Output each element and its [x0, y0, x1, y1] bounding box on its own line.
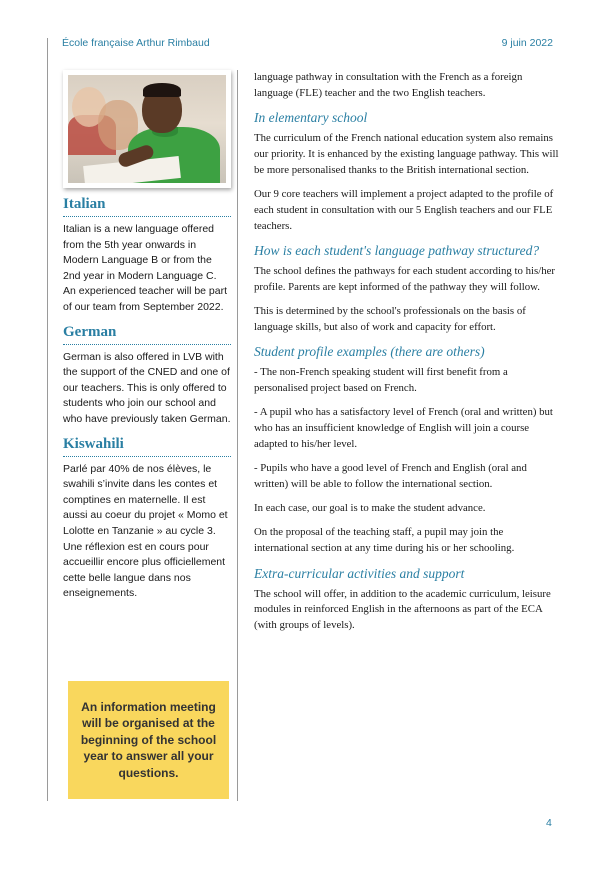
- italian-text: Italian is a new language offered from the 5th year onwards in Modern Language B or from the 2nd year in Modern Language C. An experienced teacher will be part of our team from September 2022.: [63, 223, 228, 313]
- column-divider-rule: [237, 70, 238, 801]
- photo-frame: [63, 70, 231, 188]
- student-photo: [68, 75, 226, 183]
- sidebar: [63, 70, 231, 602]
- header-school-name: École française Arthur Rimbaud: [62, 37, 210, 49]
- elementary-heading: In elementary school: [254, 110, 368, 126]
- pathway-heading: How is each student's language pathway structured?: [254, 242, 540, 258]
- italian-heading: Italian: [63, 196, 231, 217]
- extracurricular-heading: Extra-curricular activities and support: [254, 565, 465, 581]
- main-column: [254, 70, 559, 642]
- profiles-paragraph-5: On the proposal of the teaching staff, a pupil may join the international section at any time during his or her schooling.: [254, 526, 515, 555]
- header-date: 9 juin 2022: [501, 37, 553, 49]
- german-text: German is also offered in LVB with the support of the CNED and one of our teachers. This is only offered to students who join our school and who have previously taken German.: [63, 350, 231, 425]
- extracurricular-paragraph: The school will offer, in addition to the academic curriculum, leisure modules in reinforced English in the afternoons as part of the ECA (with groups of levels).: [254, 587, 551, 632]
- kiswahili-heading: Kiswahili: [63, 436, 231, 457]
- elementary-paragraph-2: Our 9 core teachers will implement a project adapted to the profile of each student in consultation with our 5 English teachers and our FLE teachers.: [254, 187, 554, 232]
- intro-paragraph: language pathway in consultation with the French as a foreign language (FLE) teacher and the two English teachers.: [254, 71, 523, 99]
- pathway-paragraph-2: This is determined by the school's professionals on the basis of language skills, but also of work and capacity for effort.: [254, 304, 526, 333]
- pathway-paragraph-1: The school defines the pathways for each student according to his/her profile. Parents are kept informed of the pathway they will follow.: [254, 264, 556, 293]
- page-number: 4: [546, 817, 552, 829]
- info-meeting-text: An information meeting will be organised at the beginning of the school year to answer all your questions.: [80, 699, 217, 780]
- profiles-heading: Student profile examples (there are others): [254, 344, 485, 360]
- left-margin-rule: [47, 38, 48, 801]
- profiles-paragraph-1: - The non-French speaking student will first benefit from a personalised project based on French.: [254, 366, 508, 394]
- student-hair-shape: [143, 83, 181, 97]
- profiles-paragraph-2: - A pupil who has a satisfactory level of French (oral and written) but who has an insufficient knowledge of English will join a course adapted to his/her level.: [254, 406, 553, 450]
- profiles-paragraph-3: - Pupils who have a good level of French and English (oral and written) will be able to follow the international section.: [254, 462, 527, 490]
- german-heading: German: [63, 324, 231, 345]
- kiswahili-text: Parlé par 40% de nos élèves, le swahili s’invite dans les contes et comptines en maternelle. Il est aussi au coeur du projet « Momo et Lolotte en Tanzanie » au cycle 3. Une réflexion est en cours pour accueillir encore plus officiellement cette belle langue dans nos enseignements.: [63, 462, 228, 600]
- profiles-paragraph-4: In each case, our goal is to make the student advance.: [254, 502, 486, 515]
- elementary-paragraph-1: The curriculum of the French national education system also remains our priority. It is enhanced by the existing language pathway. This will be more personalised thanks to the British international section.: [254, 132, 559, 176]
- info-meeting-box: [68, 681, 229, 799]
